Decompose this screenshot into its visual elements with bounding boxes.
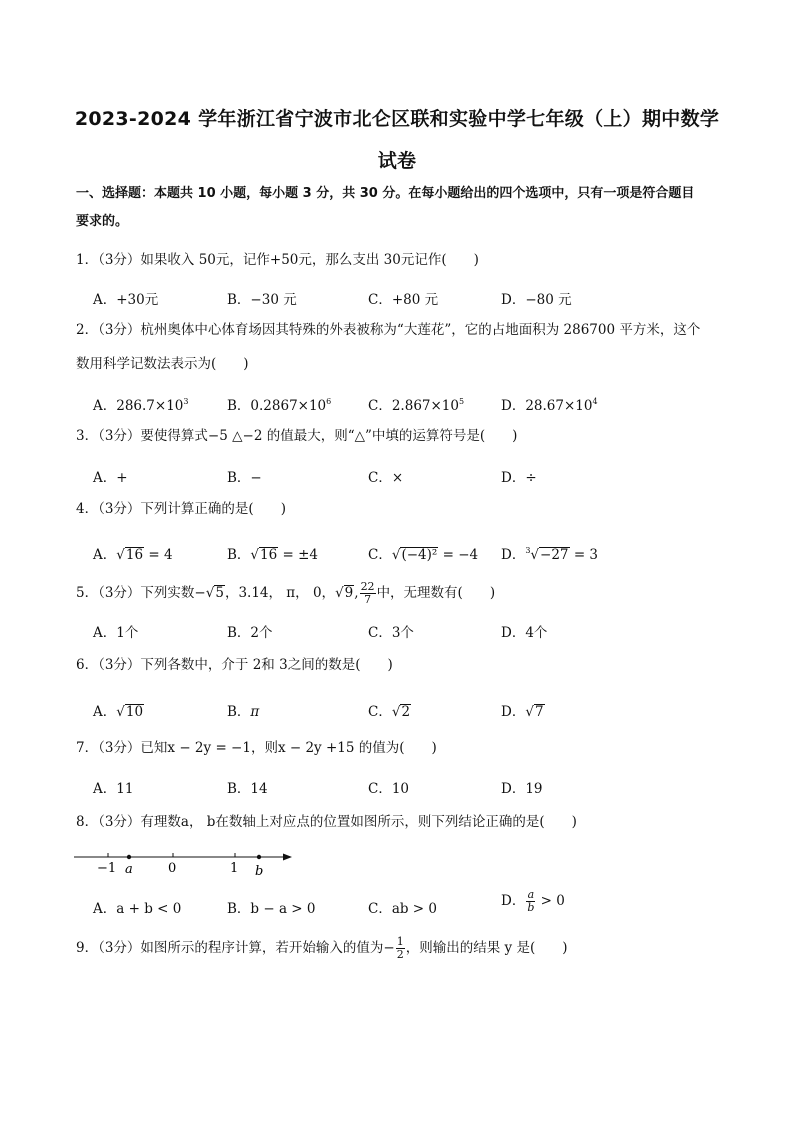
q2-option-a: A．$286.7\times 10^3$	[93, 397, 189, 414]
number-line-arrow	[283, 854, 292, 861]
label-b: b	[255, 864, 264, 878]
q8-option-a: A．a + b < 0	[93, 901, 182, 917]
q3-option-a: A．+	[93, 470, 128, 486]
label-1: 1	[230, 861, 239, 876]
q2-stem-line2: 数用科学记数法表示为( )	[76, 356, 249, 372]
q6-option-a: A．√10	[93, 704, 144, 720]
q5-option-b: B．2个	[227, 625, 273, 641]
question-2-stem	[76, 313, 726, 381]
q1-option-d: D．−80 元	[501, 292, 572, 308]
question-3-stem: 3．（3分）要使得算式−5 △−2 的值最大，则“△”中填的运算符号是( )	[76, 428, 518, 444]
number-line-diagram	[72, 848, 298, 878]
question-8-stem: 8．（3分）有理数a， b在数轴上对应点的位置如图所示，则下列结论正确的是( )	[76, 814, 577, 830]
question-4-stem: 4．（3分）下列计算正确的是( )	[76, 501, 286, 517]
section-header	[76, 180, 726, 236]
question-5-stem: 5．（3分）下列实数−√5，3.14， π， 0，√9, $\frac{22}{7}$ 中，无理数有( )	[76, 580, 496, 606]
q4-option-b: B．√16 = ±4	[227, 547, 319, 563]
q4-option-d: D．$^3$√−27 = 3	[501, 546, 599, 563]
fraction-22-7: $\frac{22}{7}$	[360, 580, 375, 606]
q7-option-a: A．11	[93, 781, 134, 797]
q2-option-b: B．$0.2867\times 10^6$	[227, 397, 332, 414]
q1-option-b: B．−30 元	[227, 292, 297, 308]
q6-option-b: B．π	[227, 704, 260, 720]
label-minus-1: −1	[97, 861, 117, 876]
fraction-1-2: $\frac{1}{2}$	[396, 935, 404, 961]
question-9-stem: 9．（3分）如图所示的程序计算，若开始输入的值为− $\frac{1}{2}$ ，则输出的结果 y 是( )	[76, 935, 568, 961]
q3-option-b: B．−	[227, 470, 262, 486]
q4-option-a: A．√16 = 4	[93, 547, 173, 563]
q5-option-d: D．4个	[501, 625, 548, 641]
q5-option-a: A．1个	[93, 625, 139, 641]
section-header-line1: 一、选择题：本题共 10 小题，每小题 3 分，共 30 分。在每小题给出的四个选项中，只有一项是符合题目	[76, 186, 695, 201]
section-header-line2: 要求的。	[76, 214, 129, 229]
q3-option-c: C．×	[368, 470, 404, 486]
exam-title-line2: 试卷	[377, 150, 417, 172]
q6-option-d: D．√7	[501, 704, 544, 720]
q8-option-d: D． $\frac{a}{b}$ > 0	[501, 888, 565, 914]
q3-option-d: D．÷	[501, 470, 537, 486]
label-0: 0	[168, 861, 177, 876]
q6-option-c: C．√2	[368, 704, 411, 720]
q1-option-c: C．+80 元	[368, 292, 439, 308]
question-6-stem: 6．（3分）下列各数中，介于 2和 3之间的数是( )	[76, 657, 393, 673]
q7-option-c: C．10	[368, 781, 410, 797]
question-7-stem: 7．（3分）已知x − 2y = −1，则x − 2y +15 的值为( )	[76, 740, 437, 756]
q2-option-c: C．$2.867\times 10^5$	[368, 397, 465, 414]
label-a: a	[125, 862, 133, 877]
q2-option-d: D．$28.67\times 10^4$	[501, 397, 598, 414]
q1-option-a: A．+30元	[93, 292, 159, 308]
exam-title-line1: 2023-2024 学年浙江省宁波市北仑区联和实验中学七年级（上）期中数学	[74, 108, 720, 130]
question-1-stem: 1．（3分）如果收入 50元，记作+50元，那么支出 30元记作( )	[76, 252, 479, 268]
q7-option-b: B．14	[227, 781, 268, 797]
q8-option-b: B．b − a > 0	[227, 901, 316, 917]
fraction-a-over-b: $\frac{a}{b}$	[527, 888, 535, 914]
q5-option-c: C．3个	[368, 625, 414, 641]
q2-stem-line1: 2．（3分）杭州奥体中心体育场因其特殊的外表被称为“大莲花”，它的占地面积为 286700 平方米，这个	[76, 322, 701, 338]
q7-option-d: D．19	[501, 781, 543, 797]
point-a	[127, 855, 131, 859]
point-b	[257, 855, 261, 859]
q4-option-c: C．√(−4)² = −4	[368, 547, 479, 563]
q8-option-c: C．ab > 0	[368, 901, 438, 917]
